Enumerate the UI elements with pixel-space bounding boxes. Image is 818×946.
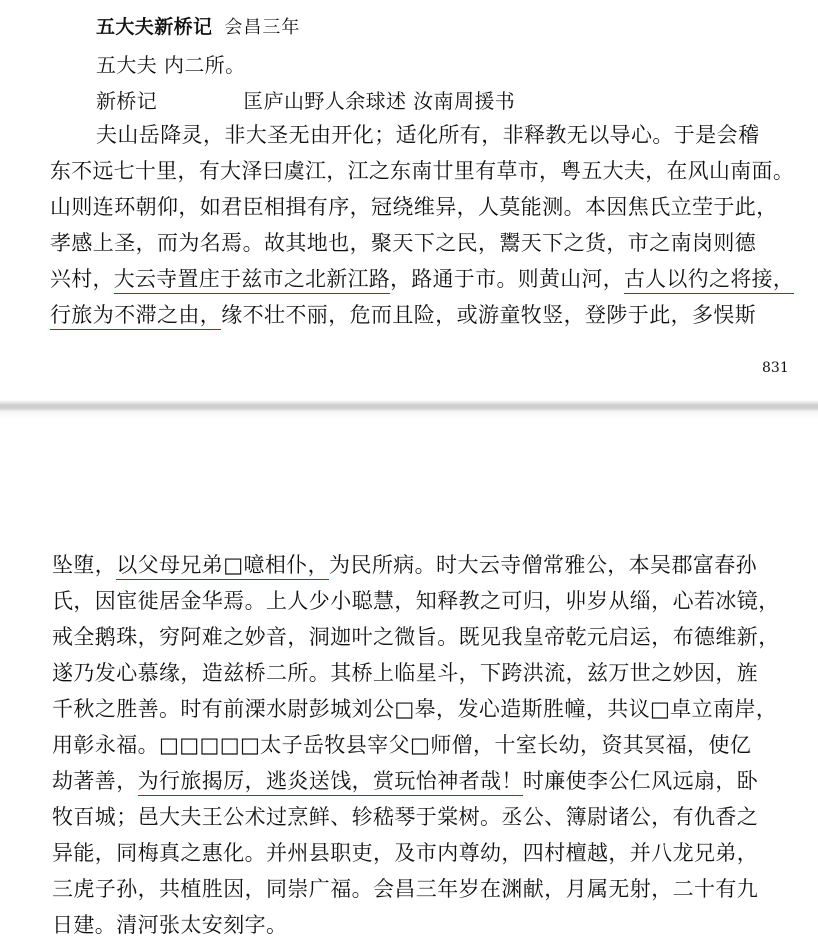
page-832 [0,420,818,946]
underlined-phrase: 以父母兄弟□噫相仆， [116,553,329,580]
body-line-13 [52,766,758,796]
author-credit: 匡庐山野人余球述 汝南周援书 [243,89,516,113]
text-segment: 坠堕， [52,553,117,577]
body-line-5 [50,264,794,294]
body-line-16: 三虎子孙，共植胜因，同崇广福。会昌三年岁在渊献，月属无射，二十有九 [52,877,759,901]
body-line-8: 氏，因宦徙居金华焉。上人少小聪慧，知释教之可归，丱岁从缁，心若冰镜， [52,589,780,613]
subtitle-line: 五大夫 内二所。 [96,53,246,77]
underlined-phrase: 为行旅揭厉，逃炎送饯，赏玩怡神者哉！ [138,769,523,796]
body-line-15: 异能，同梅真之惠化。并州县职吏，及市内尊幼，四村檀越，并八龙兄弟， [52,841,759,865]
text-segment: 兴村， [50,267,114,291]
body-line-9: 戒全鹅珠，穷阿难之妙音，洞迦叶之微旨。既见我皇帝乾元启运，布德维新， [52,625,780,649]
title-date: 会昌三年 [224,17,301,38]
body-line-1: 夫山岳降灵，非大圣无由开化；适化所有，非释教无以导心。于是会稽 [96,123,760,147]
body-line-4: 孝感上圣，而为名焉。故其地也，聚天下之民，鬻天下之货，市之南岗则德 [50,231,757,255]
underlined-phrase: 古人以彴之将接， [624,267,794,294]
body-line-12: 用彰永福。□□□□□太子岳牧县宰父□师僧，十室长幼，资其冥福，使亿 [52,733,752,757]
body-line-17: 日建。清河张太安刻字。 [52,913,288,937]
body-line-2: 东不远七十里，有大泽曰虞江，江之东南廿里有草市，粤五大夫，在风山南面。 [50,159,795,183]
underlined-phrase: 行旅为不滞之由， [50,303,221,330]
body-line-14: 牧百城；邑大夫王公术过烹鲜、轸嵇琴于棠树。丞公、簿尉诸公，有仇香之 [52,805,759,829]
body-line-10: 遂乃发心慕缘，造兹桥二所。其桥上临星斗，下跨洪流，兹万世之妙因，旌 [52,661,759,685]
text-segment: 为民所病。时大云寺僧常雅公，本吴郡富春孙 [329,553,758,577]
text-segment: 时廉使李公仁风远扇，卧 [522,769,759,793]
document-title: 五大夫新桥记 [96,16,213,38]
body-line-11: 千秋之胜善。时有前溧水尉彭城刘公□皋，发心造斯胜幢，共议□卓立南岸， [52,697,778,721]
text-segment: 缘不壮不丽，危而且险，或游童牧竖，登陟于此，多悮斯 [221,303,757,327]
body-line-3: 山则连环朝仰，如君臣相揖有序，冠绕维异，人莫能测。本因焦氏立茔于此， [50,195,778,219]
author-line [96,86,515,116]
body-line-6 [50,300,756,330]
page-number: 831 [762,360,789,376]
text-segment: 劫著善， [52,769,138,793]
title-line [96,12,300,43]
page-separator [0,400,818,420]
underlined-phrase: 大云寺置庄于兹市之北新江路 [114,267,390,294]
text-segment: ，路通于市。则黄山河， [390,267,625,291]
essay-name: 新桥记 [96,89,158,113]
page-831 [0,0,818,400]
body-line-7 [52,550,757,580]
